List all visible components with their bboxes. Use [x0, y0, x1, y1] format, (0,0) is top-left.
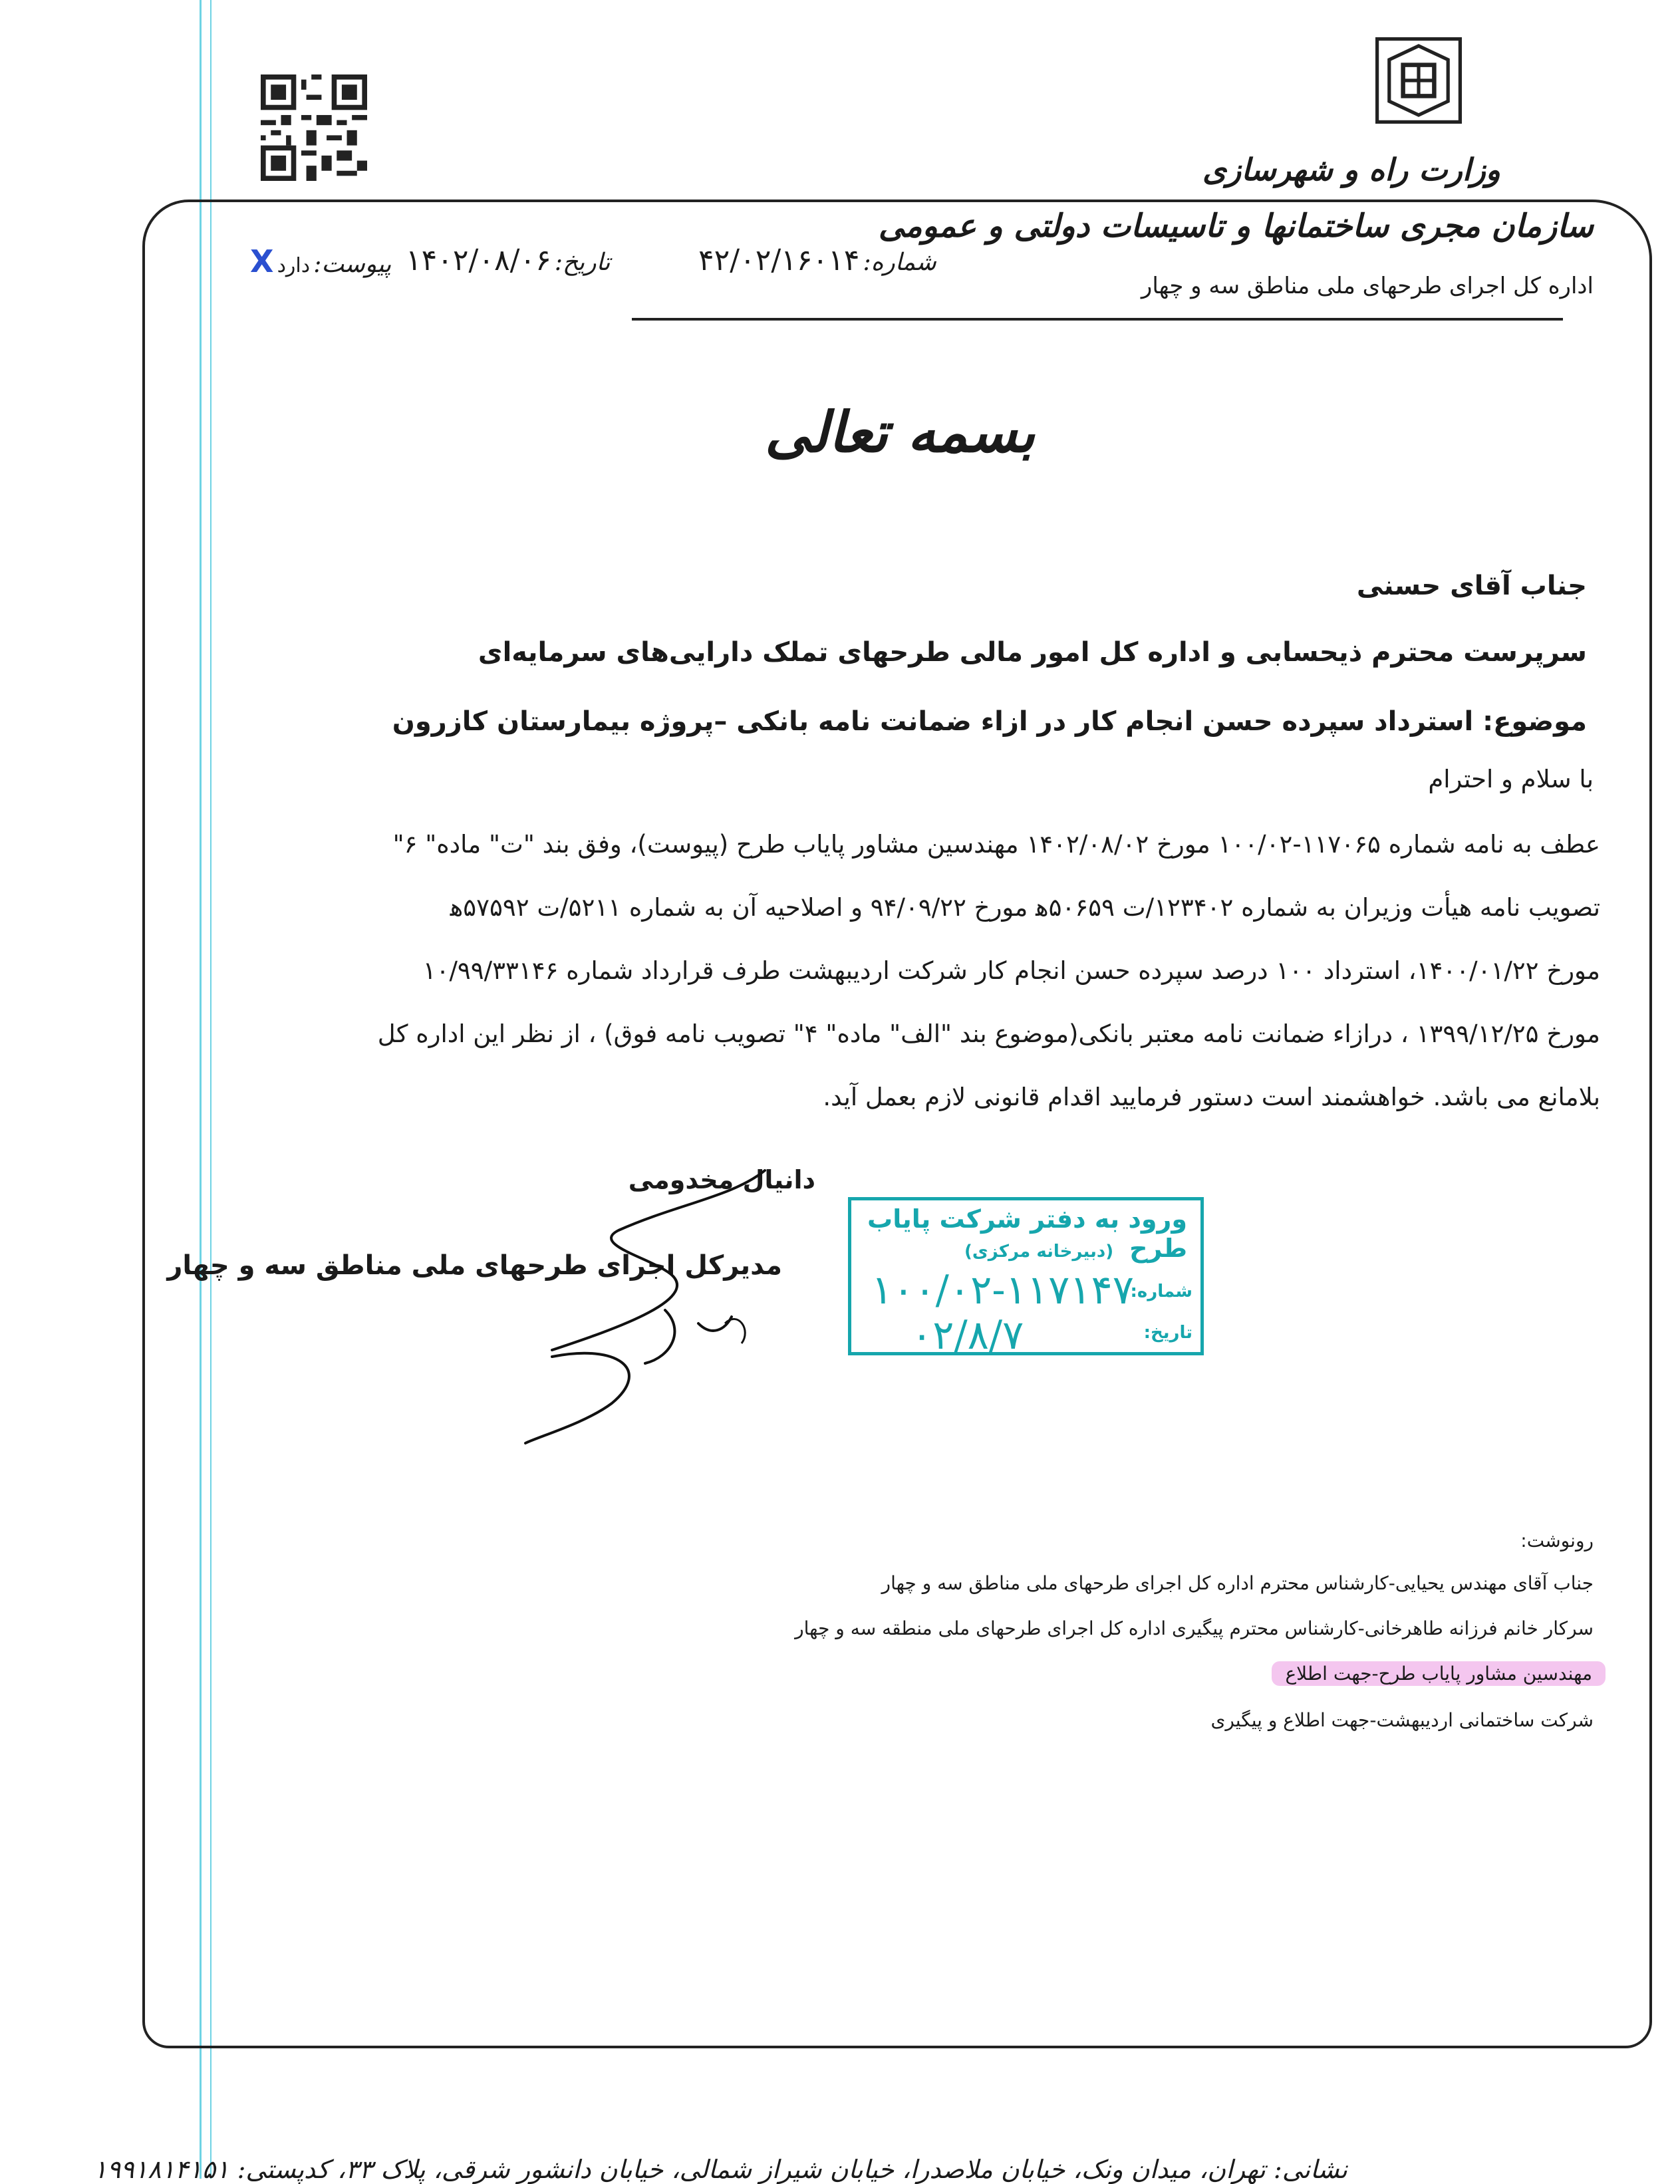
stamp-heading: ورود به دفتر شرکت پایاب طرح: [867, 1204, 1187, 1263]
letter-body: [150, 813, 1600, 1129]
letter-subject: موضوع: استرداد سپرده حسن انجام کار در ازاء ضمانت نامه بانکی –پروژه بیمارستان کازرون: [392, 706, 1587, 737]
footer-address: نشانی: تهران، میدان ونک، خیابان ملاصدرا، خیابان شیراز شمالی، خیابان دانشور شرقی، پلاک ۳۳، کدپستی: ۱۹۹۱۸۱۴۱۵۱: [93, 2155, 1347, 2184]
invocation: بسمه تعالی: [765, 399, 1036, 465]
stamp-date-value: ۰۲/۸/۷: [911, 1312, 1024, 1359]
copy-item-highlight: مهندسین مشاور پایاب طرح-جهت اطلاع: [1272, 1661, 1606, 1686]
stamp-date-label: تاریخ:: [1143, 1323, 1192, 1343]
organization-name: سازمان مجری ساختمانها و تاسیسات دولتی و عمومی: [878, 207, 1594, 245]
body-line: عطف به نامه شماره ۱۱۷۰۶۵-۱۰۰/۰۲ مورخ ۱۴۰۲/۰۸/۰۲ مهندسین مشاور پایاب طرح (پیوست)، وفق بند "ت" ماده" ۶": [392, 830, 1600, 859]
department-name: اداره کل اجرای طرحهای ملی مناطق سه و چهار: [1141, 273, 1594, 299]
letter-number-value: ۴۲/۰۲/۱۶۰۱۴: [698, 243, 860, 277]
body-line: مورخ ۱۴۰۰/۰۱/۲۲، استرداد ۱۰۰ درصد سپرده حسن انجام کار شرکت اردیبهشت طرف قرارداد شماره ۱۰/۹۹/۳۳۱۴۶: [422, 956, 1600, 985]
header-divider: [632, 318, 1563, 321]
ministry-logo-icon: [1375, 37, 1462, 124]
attachment-check-mark: X: [250, 243, 274, 279]
addressee-name: جناب آقای حسنی: [1356, 571, 1587, 601]
stamp-number-label: شماره:: [1130, 1282, 1192, 1301]
letter-date-value: ۱۴۰۲/۰۸/۰۶: [406, 243, 551, 277]
copy-item: سرکار خانم فرزانه طاهرخانی-کارشناس محترم پیگیری اداره کل اجرای طرحهای ملی منطقه سه و چهار: [795, 1617, 1594, 1639]
letter-date-label: تاریخ:: [554, 249, 611, 276]
body-line: مورخ ۱۳۹۹/۱۲/۲۵ ، درازاء ضمانت نامه معتبر بانکی(موضوع بند "الف" ماده" ۴" تصویب نامه فوق) ، از نظر این اداره کل: [377, 1020, 1600, 1048]
reception-stamp: [848, 1197, 1204, 1359]
copy-item: جناب آقای مهندس یحیایی-کارشناس محترم اداره کل اجرای طرحهای ملی مناطق سه و چهار: [881, 1572, 1594, 1594]
qr-code-icon: [261, 74, 367, 181]
addressee-title: سرپرست محترم ذیحسابی و اداره کل امور مالی طرحهای تملک دارایی‌های سرمایه‌ای: [478, 637, 1587, 668]
stamp-number-value: ۱۰۰/۰۲-۱۱۷۱۴۷: [871, 1267, 1134, 1313]
body-line: بلامانع می باشد. خواهشمند است دستور فرمایید اقدام قانونی لازم بعمل آید.: [823, 1083, 1600, 1111]
greeting: با سلام و احترام: [1428, 765, 1594, 793]
attachment-value: دارد: [277, 254, 311, 277]
letter-number: [698, 243, 936, 277]
stamp-subheading: (دبیرخانه مرکزی): [964, 1242, 1114, 1262]
copy-item-highlighted: [1272, 1663, 1606, 1685]
signer-title: مدیرکل اجرای طرحهای ملی مناطق سه و چهار: [167, 1250, 782, 1281]
copy-item: شرکت ساختمانی اردیبهشت-جهت اطلاع و پیگیری: [1210, 1709, 1594, 1731]
letter-attachment: [250, 243, 391, 279]
body-line: تصویب نامه هیأت وزیران به شماره ۱۲۳۴۰۲/ت ۵۰۶۵۹ه‍ مورخ ۹۴/۰۹/۲۲ و اصلاحیه آن به شماره ۵۲۱۱/ت ۵۷۵۹۲ه‍: [450, 893, 1600, 922]
ministry-name: وزارت راه و شهرسازی: [1202, 152, 1500, 188]
letter-number-label: شماره:: [863, 249, 936, 276]
signer-name: دانیال مخدومی: [628, 1165, 815, 1194]
attachment-label: پیوست:: [313, 251, 392, 278]
copies-label: رونوشت:: [1520, 1530, 1594, 1552]
handwritten-signature-icon: [512, 1157, 791, 1450]
letter-date: [406, 243, 611, 277]
